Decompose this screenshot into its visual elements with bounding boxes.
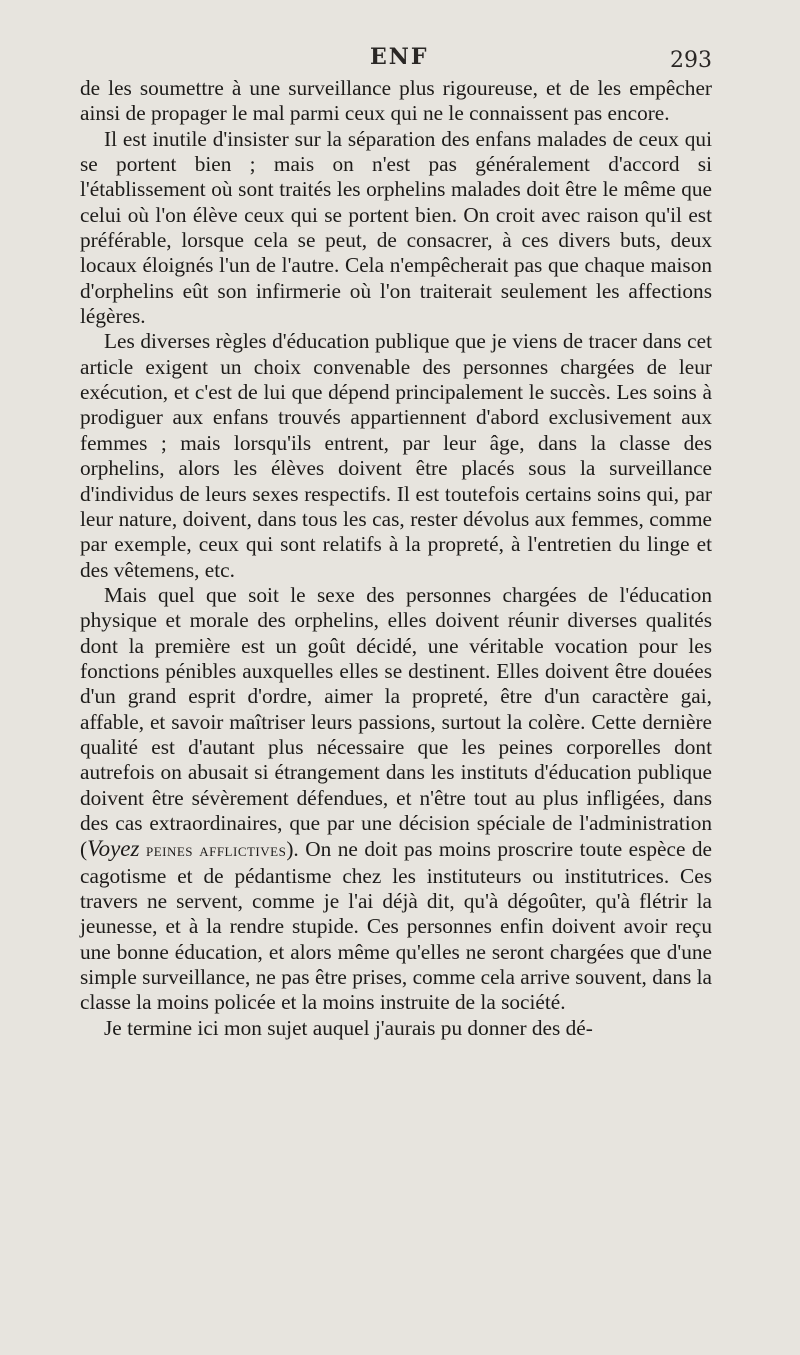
paragraph-3: Les diverses règles d'éducation publique que je viens de tracer dans cet article exigent un choix convenable des personnes chargées de leur exécution, et c'est de lui que dépend principalement le succès. Les soins à prodiguer aux enfans trouvés appartiennent d'abord exclusivement aux femmes ; mais lorsqu'ils entrent, par leur âge, dans la classe des orphelins, alors les élèves doivent être placés sous la surveillance d'individus de leurs sexes respectifs. Il est toutefois certains soins qui, par leur nature, doivent, dans tous les cas, rester dévolus aux femmes, comme par exemple, ceux qui sont relatifs à la propreté, à l'entretien du linge et des vêtemens, etc. xyxy=(80,329,712,582)
voyez-reference: Voyez xyxy=(87,836,140,862)
body-text xyxy=(80,76,712,1041)
paragraph-5: Je termine ici mon sujet auquel j'aurais pu donner des dé- xyxy=(104,1015,593,1040)
paragraph-4-text-after: ). On ne doit pas moins proscrire toute espèce de cagotisme et de pédantisme chez les instituteurs ou institutrices. Ces travers ne servent, comme je l'ai déjà dit, qu'à dégoûter, qu'à flétrir la jeunesse, et à la rendre stupide. Ces personnes enfin doivent avoir reçu une bonne éducation, et alors même qu'elles ne seront chargées que d'une simple surveillance, ne pas être prises, comme cela arrive souvent, dans la classe la moins policée et la moins instruite de la société. xyxy=(80,837,713,1015)
page-header xyxy=(80,44,712,78)
paragraph-4-text-before: Mais quel que soit le sexe des personnes chargées de l'éducation physique et morale des orphelins, elles doivent réunir diverses qualités dont la première est un goût décidé, une véritable vocation pour les fonctions pénibles auxquelles elles se destinent. Elles doivent être douées d'un grand esprit d'ordre, aimer la propreté, être d'un caractère gai, affable, et savoir maîtriser leurs passions, surtout la colère. Cette dernière qualité est d'autant plus nécessaire que les peines corporelles dont autrefois on abusait si étrangement dans les instituts d'éducation publique doivent être sévèrement défendues, et n'être tout au plus infligées, dans des cas extraordinaires, que par une décision spéciale de l'administration ( xyxy=(80,582,712,862)
running-title: ENF xyxy=(370,44,429,70)
paragraph-2: Il est inutile d'insister sur la séparation des enfans malades de ceux qui se portent bien ; mais on n'est pas généralement d'accord si l'établissement où sont traités les orphelins malades doit être le même que celui où l'on élève ceux qui se portent bien. On croit avec raison qu'il est préférable, lorsque cela se peut, de consacrer, à ces divers buts, deux locaux éloignés l'un de l'autre. Cela n'empêcherait pas que chaque maison d'orphelins eût son infirmerie où l'on traiterait seulement les affections légères. xyxy=(80,126,712,329)
paragraph-1: de les soumettre à une surveillance plus rigoureuse, et de les empêcher ainsi de propager le mal parmi ceux qui ne le connaissent pas encore. xyxy=(80,76,712,126)
cross-reference: peines afflictives xyxy=(145,840,287,861)
paragraph-4 xyxy=(80,583,712,1016)
page-number: 293 xyxy=(670,48,712,73)
